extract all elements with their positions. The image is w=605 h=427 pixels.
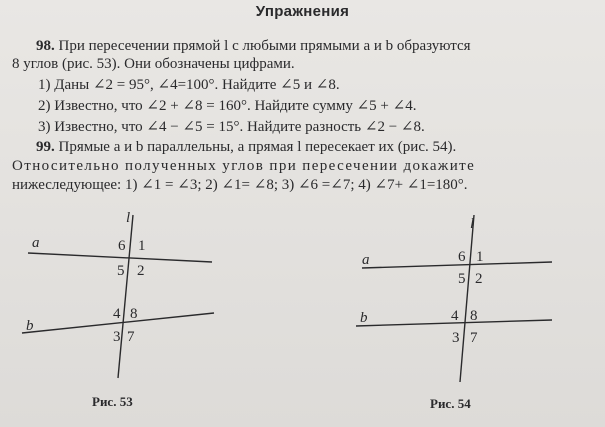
exercise-98-text-1: При пересечении прямой l с любыми прямыми a и b образуются (58, 38, 471, 54)
exercise-98-item-1: 1) Даны ∠2 = 95°, ∠4=100°. Найдите ∠5 и ∠8. (38, 77, 340, 93)
fig54-angle-1: 1 (476, 249, 484, 265)
fig53-angle-2: 2 (137, 263, 145, 279)
fig54-label-a: a (362, 252, 370, 268)
fig54-angle-4: 4 (451, 308, 459, 324)
fig54-line-a (362, 262, 552, 268)
fig54-label-b: b (360, 310, 368, 326)
figure-53-labels (26, 210, 146, 409)
fig53-angle-4: 4 (113, 306, 121, 322)
exercise-98-item-2: 2) Известно, что ∠2 + ∠8 = 160°. Найдите сумму ∠5 + ∠4. (38, 98, 417, 114)
fig53-angle-1: 1 (138, 238, 146, 254)
fig54-angle-5: 5 (458, 271, 466, 287)
fig54-angle-3: 3 (452, 330, 460, 346)
fig53-label-b: b (26, 318, 34, 334)
fig53-label-a: a (32, 235, 40, 251)
fig54-line-l (460, 215, 474, 382)
fig54-label-l: l (470, 216, 475, 232)
fig53-angle-8: 8 (130, 306, 138, 322)
exercise-98-number: 98. (36, 38, 55, 54)
exercise-98-line-2: 8 углов (рис. 53). Они обозначены цифрами. (12, 56, 295, 72)
figure-54-labels (360, 216, 484, 411)
fig53-angle-7: 7 (127, 329, 135, 345)
exercise-98-item-3: 3) Известно, что ∠4 − ∠5 = 15°. Найдите разность ∠2 − ∠8. (38, 119, 425, 135)
fig53-caption: Рис. 53 (92, 394, 133, 409)
fig53-angle-3: 3 (113, 329, 121, 345)
fig54-angle-7: 7 (470, 330, 478, 346)
exercise-99-line-3: нижеследующее: 1) ∠1 = ∠3; 2) ∠1= ∠8; 3) ∠6 =∠7; 4) ∠7+ ∠1=180°. (12, 177, 468, 193)
fig53-line-a (28, 253, 212, 262)
section-heading: Упражнения (255, 3, 350, 20)
fig53-angle-5: 5 (117, 263, 125, 279)
fig54-caption: Рис. 54 (430, 396, 471, 411)
exercise-99-line-2: Относительно полученных углов при пересечении докажите (12, 158, 476, 174)
exercise-99-text-1: Прямые a и b параллельны, а прямая l пересекает их (рис. 54). (58, 139, 457, 155)
figure-54 (356, 215, 552, 382)
fig53-label-l: l (126, 210, 131, 226)
fig53-angle-6: 6 (118, 238, 126, 254)
fig54-angle-8: 8 (470, 308, 478, 324)
fig54-angle-6: 6 (458, 249, 466, 265)
fig54-angle-2: 2 (475, 271, 483, 287)
exercise-99-number: 99. (36, 139, 55, 155)
